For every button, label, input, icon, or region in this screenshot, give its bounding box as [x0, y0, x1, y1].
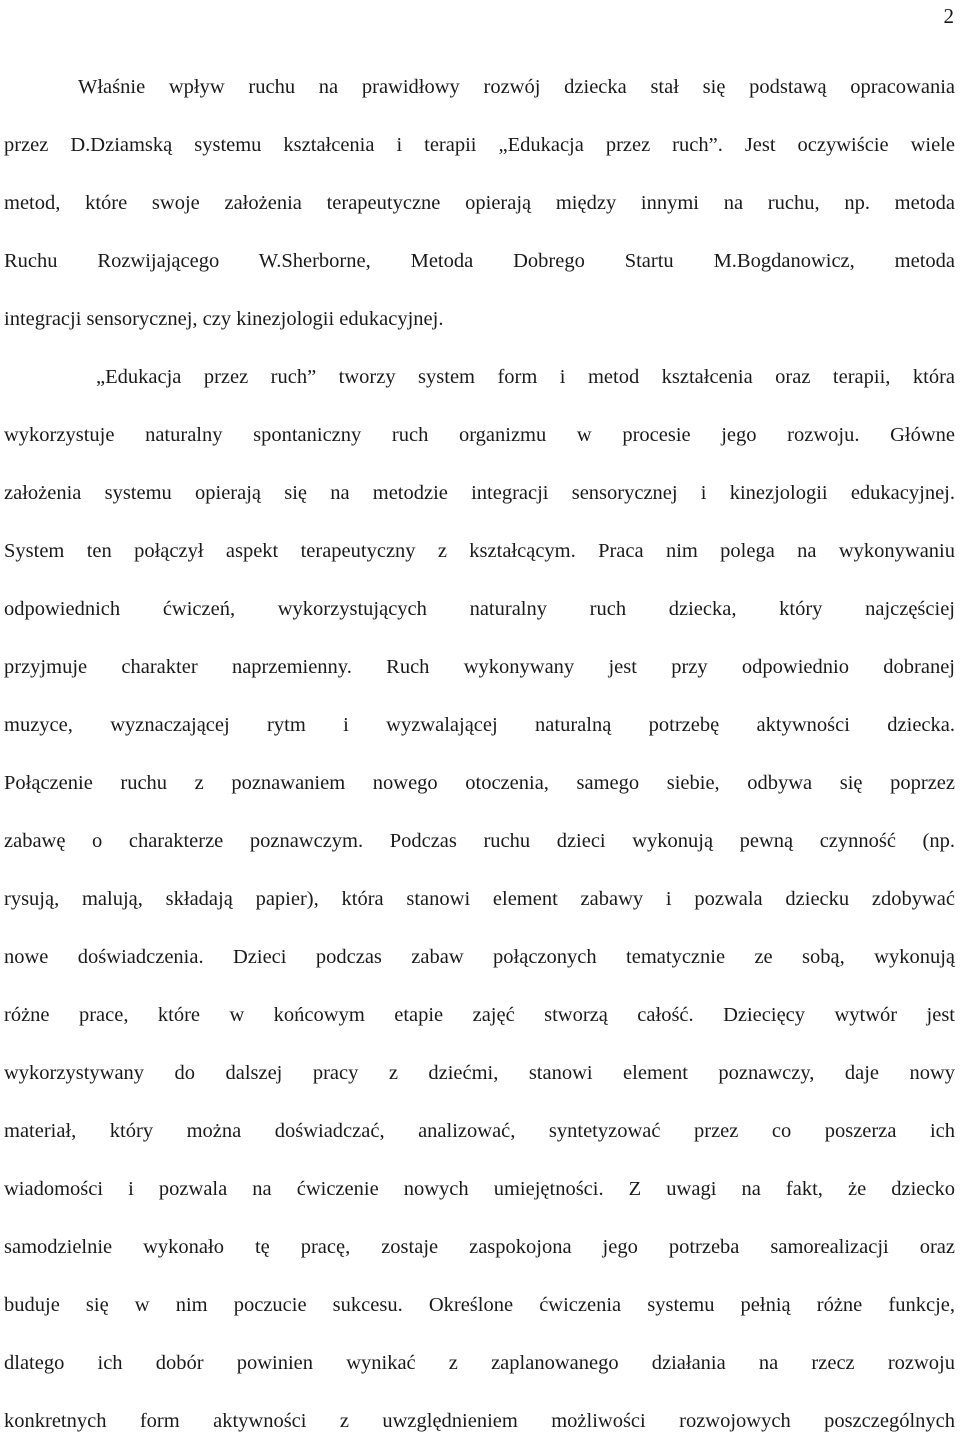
- text-line: „Edukacja przez ruch” tworzy system form i metod kształcenia oraz terapii, która: [96, 366, 955, 388]
- text-line: założenia systemu opierają się na metodzie integracji sensorycznej i kinezjologii edukacyjnej.: [4, 482, 955, 504]
- page-number: 2: [943, 4, 954, 28]
- text-line: konkretnych form aktywności z uwzględnieniem możliwości rozwojowych poszczególnych: [4, 1410, 955, 1432]
- text-line: System ten połączył aspekt terapeutyczny z kształcącym. Praca nim polega na wykonywaniu: [4, 540, 955, 562]
- text-line: integracji sensorycznej, czy kinezjologii edukacyjnej.: [4, 308, 444, 330]
- text-line: wykorzystuje naturalny spontaniczny ruch organizmu w procesie jego rozwoju. Główne: [4, 424, 955, 446]
- text-line: buduje się w nim poczucie sukcesu. Określone ćwiczenia systemu pełnią różne funkcje,: [4, 1294, 955, 1316]
- text-line: Właśnie wpływ ruchu na prawidłowy rozwój dziecka stał się podstawą opracowania: [78, 76, 955, 98]
- text-line: metod, które swoje założenia terapeutyczne opierają między innymi na ruchu, np. metoda: [4, 192, 955, 214]
- text-line: Ruchu Rozwijającego W.Sherborne, Metoda Dobrego Startu M.Bogdanowicz, metoda: [4, 250, 955, 272]
- text-line: muzyce, wyznaczającej rytm i wyzwalającej naturalną potrzebę aktywności dziecka.: [4, 714, 955, 736]
- text-line: rysują, malują, składają papier), która stanowi element zabawy i pozwala dziecku zdobywać: [4, 888, 955, 910]
- text-line: różne prace, które w końcowym etapie zajęć stworzą całość. Dziecięcy wytwór jest: [4, 1004, 955, 1026]
- text-line: nowe doświadczenia. Dzieci podczas zabaw połączonych tematycznie ze sobą, wykonują: [4, 946, 955, 968]
- text-line: przez D.Dziamską systemu kształcenia i terapii „Edukacja przez ruch”. Jest oczywiście wiele: [4, 134, 955, 156]
- text-line: materiał, który można doświadczać, analizować, syntetyzować przez co poszerza ich: [4, 1120, 955, 1142]
- text-line: Połączenie ruchu z poznawaniem nowego otoczenia, samego siebie, odbywa się poprzez: [4, 772, 955, 794]
- text-line: wykorzystywany do dalszej pracy z dziećmi, stanowi element poznawczy, daje nowy: [4, 1062, 955, 1084]
- text-line: przyjmuje charakter naprzemienny. Ruch wykonywany jest przy odpowiednio dobranej: [4, 656, 955, 678]
- text-line: samodzielnie wykonało tę pracę, zostaje zaspokojona jego potrzeba samorealizacji oraz: [4, 1236, 955, 1258]
- text-line: wiadomości i pozwala na ćwiczenie nowych umiejętności. Z uwagi na fakt, że dziecko: [4, 1178, 955, 1200]
- text-line: odpowiednich ćwiczeń, wykorzystujących naturalny ruch dziecka, który najczęściej: [4, 598, 955, 620]
- text-line: dlatego ich dobór powinien wynikać z zaplanowanego działania na rzecz rozwoju: [4, 1352, 955, 1374]
- text-line: zabawę o charakterze poznawczym. Podczas ruchu dzieci wykonują pewną czynność (np.: [4, 830, 955, 852]
